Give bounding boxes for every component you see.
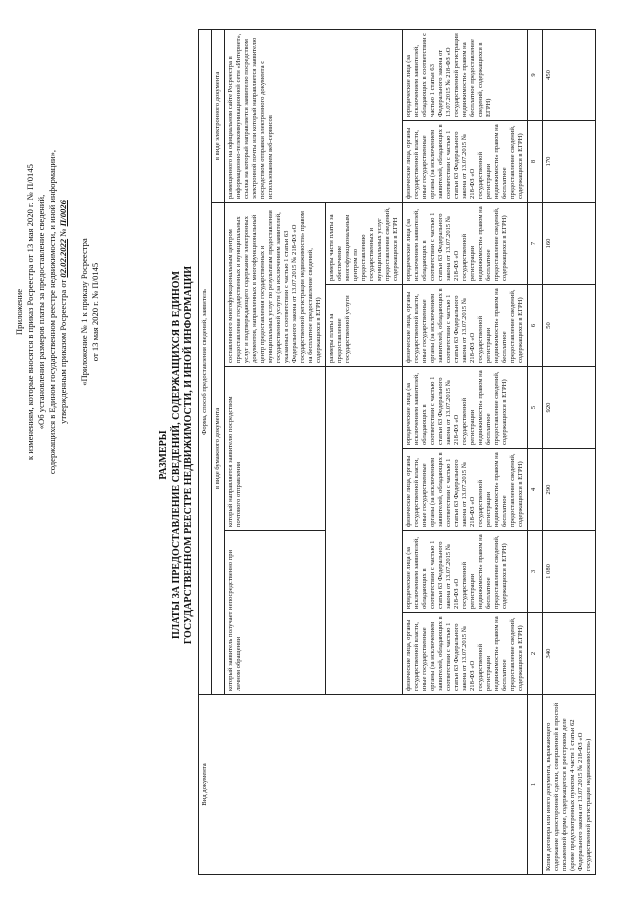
col-number: 9 — [528, 29, 543, 120]
col-number: 4 — [528, 449, 543, 531]
appendix-ref: «Приложение № 1 к приказу Росреестра — [79, 238, 89, 386]
handwritten-date: 02.02.2022 — [58, 238, 68, 278]
col-number: 8 — [528, 121, 543, 203]
document-title: РАЗМЕРЫ ПЛАТЫ ЗА ПРЕДОСТАВЛЕНИЕ СВЕДЕНИЙ, СОДЕРЖАЩИХСЯ В ЕДИНОМ ГОСУДАРСТВЕННОМ РЕЕСТРЕ НЕДВИЖИМОСТИ, И ИНОЙ ИНФОРМАЦИИ — [158, 265, 194, 645]
paper-header: в виде бумажного документа — [212, 203, 225, 695]
col-number: 1 — [528, 695, 543, 875]
applicant-legal: юридические лица (за исключением заявителей, обладающих в соответствии с частью 1 статьи 63 Федерального закона от 13.07.2015 № 218-ФЗ «О государственной регистрации недвижимости» правом на бесплатное предоставление сведений, содержащихся в ЕГРН) — [403, 367, 528, 449]
applicant-physical: физические лица, органы государственной власти, иные государственные органы (за исключением заявителей, обладающих в соответствии с частью 1 статьи 63 Федерального закона от 13.07.2015 № 218-ФЗ «О государственной регистрации недвижимости» правом на бесплатное предоставление сведений, содержащихся в ЕГРН) — [403, 121, 528, 203]
fee-value: 920 — [543, 367, 596, 449]
fee-value: 1 080 — [543, 531, 596, 613]
fee-value: 290 — [543, 449, 596, 531]
page-header — [14, 32, 101, 592]
col-number: 7 — [528, 203, 543, 285]
col-number: 2 — [528, 613, 543, 695]
col-number: 5 — [528, 367, 543, 449]
fee-value: 50 — [543, 285, 596, 367]
header-line: содержащихся в Едином государственном реестре недвижимости, и иной информации», — [47, 149, 57, 475]
electronic-site-header: размещенного на официальном сайте Росреестра в информационно-телекоммуникационной сети «Интернет», ссылка на который направляется заявителю посредством электронной почты или который направляется заявителю посредством отправки электронного документа с использованием веб-сервисов — [225, 29, 403, 202]
header-line: к изменениям, которые вносятся в приказ Росреестра от 13 мая 2020 г. № П/0145 — [25, 164, 35, 460]
electronic-header: в виде электронного документа — [212, 29, 225, 202]
mfc-fee-header: размеры платы за предоставление государственной услуги — [326, 285, 403, 367]
fee-value: 170 — [543, 121, 596, 203]
appendix-date: от 13 мая 2020 г. № П/0145 — [90, 262, 100, 362]
header-signature-line: утвержденным приказом Росреестра от 02.02.2022 № П/0026 — [58, 200, 68, 424]
col-number: 6 — [528, 285, 543, 367]
applicant-physical: физические лица, органы государственной власти, иные государственные органы (за исключением заявителей, обладающих в соответствии с частью 1 статьи 63 Федерального закона от 13.07.2015 № 218-ФЗ «О государственной регистрации недвижимости» правом на бесплатное предоставление сведений, содержащихся в ЕГРН) — [403, 613, 528, 695]
paper-sent-header: который направляется заявителю посредством почтового отправления — [225, 367, 326, 531]
fee-value: 160 — [543, 203, 596, 285]
applicant-physical: физические лица, органы государственной власти, иные государственные органы (за исключением заявителей, обладающих в соответствии с частью 1 статьи 63 Федерального закона от 13.07.2015 № 218-ФЗ «О государственной регистрации недвижимости» правом на бесплатное предоставление сведений, содержащихся в ЕГРН) — [403, 449, 528, 531]
col-number: 3 — [528, 531, 543, 613]
applicant-legal: юридические лица (за исключением заявителей, обладающих в соответствии с частью 1 статьи 63 Федерального закона от 13.07.2015 № 218-ФЗ «О государственной регистрации недвижимости» правом на бесплатное предоставление сведений, содержащихся в ЕГРН) — [403, 29, 528, 120]
row-document: Копия договора или иного документа, выражающего содержание односторонней сделки, совершенной в простой письменной форме, содержащегося в реестровом деле (кроме предусмотренных пунктом 4 части 1 статьи 62 Федерального закона от 13.07.2015 № 218-ФЗ «О государственной регистрации недвижимости») — [543, 695, 596, 875]
applicant-physical: физические лица, органы государственной власти, иные государственные органы (за исключением заявителей, обладающих в соответствии с частью 1 статьи 63 Федерального закона от 13.07.2015 № 218-ФЗ «О государственной регистрации недвижимости» правом на бесплатное предоставление сведений, содержащихся в ЕГРН) — [403, 285, 528, 367]
handwritten-number: П/0026 — [58, 200, 68, 227]
mfc-part-header: размеры части платы за обеспечение многофункциональным центром по предоставлению государственных и муниципальных услуг предоставления сведений, содержащихся в ЕГРН — [326, 203, 403, 285]
doc-type-header: Вид документа — [199, 695, 528, 875]
paper-mfc-header: составленного многофункциональным центром предоставления государственных и муниципальных услуг и подтверждающего содержание электронных документов, направленных в многофункциональный центр предоставления государственных и муниципальных услуг по результатам предоставления государственной услуги (за исключением заявителей, указанных в соответствии с частью 1 статьи 63 Федерального закона от 13.07.2015 № 218-ФЗ «О государственной регистрации недвижимости» правом на бесплатное предоставление сведений, содержащихся в ЕГРН) — [225, 203, 326, 367]
header-line: Приложение — [14, 288, 24, 336]
applicant-legal: юридические лица (за исключением заявителей, обладающих в соответствии с частью 1 статьи 63 Федерального закона от 13.07.2015 № 218-ФЗ «О государственной регистрации недвижимости» правом на бесплатное предоставление сведений, содержащихся в ЕГРН) — [403, 203, 528, 285]
fee-value: 450 — [543, 29, 596, 120]
fees-table — [198, 29, 596, 875]
fee-value: 340 — [543, 613, 596, 695]
paper-personal-header: который заявитель получает непосредственно при личном обращении — [225, 531, 326, 695]
form-header: Форма, способ предоставления сведений, заявитель — [199, 29, 212, 694]
applicant-legal: юридические лица (за исключением заявителей, обладающих в соответствии с частью 1 статьи 63 Федерального закона от 13.07.2015 № 218-ФЗ «О государственной регистрации недвижимости» правом на бесплатное предоставление сведений, содержащихся в ЕГРН) — [403, 531, 528, 613]
header-line: «Об установлении размеров платы за предоставление сведений, — [36, 194, 46, 430]
